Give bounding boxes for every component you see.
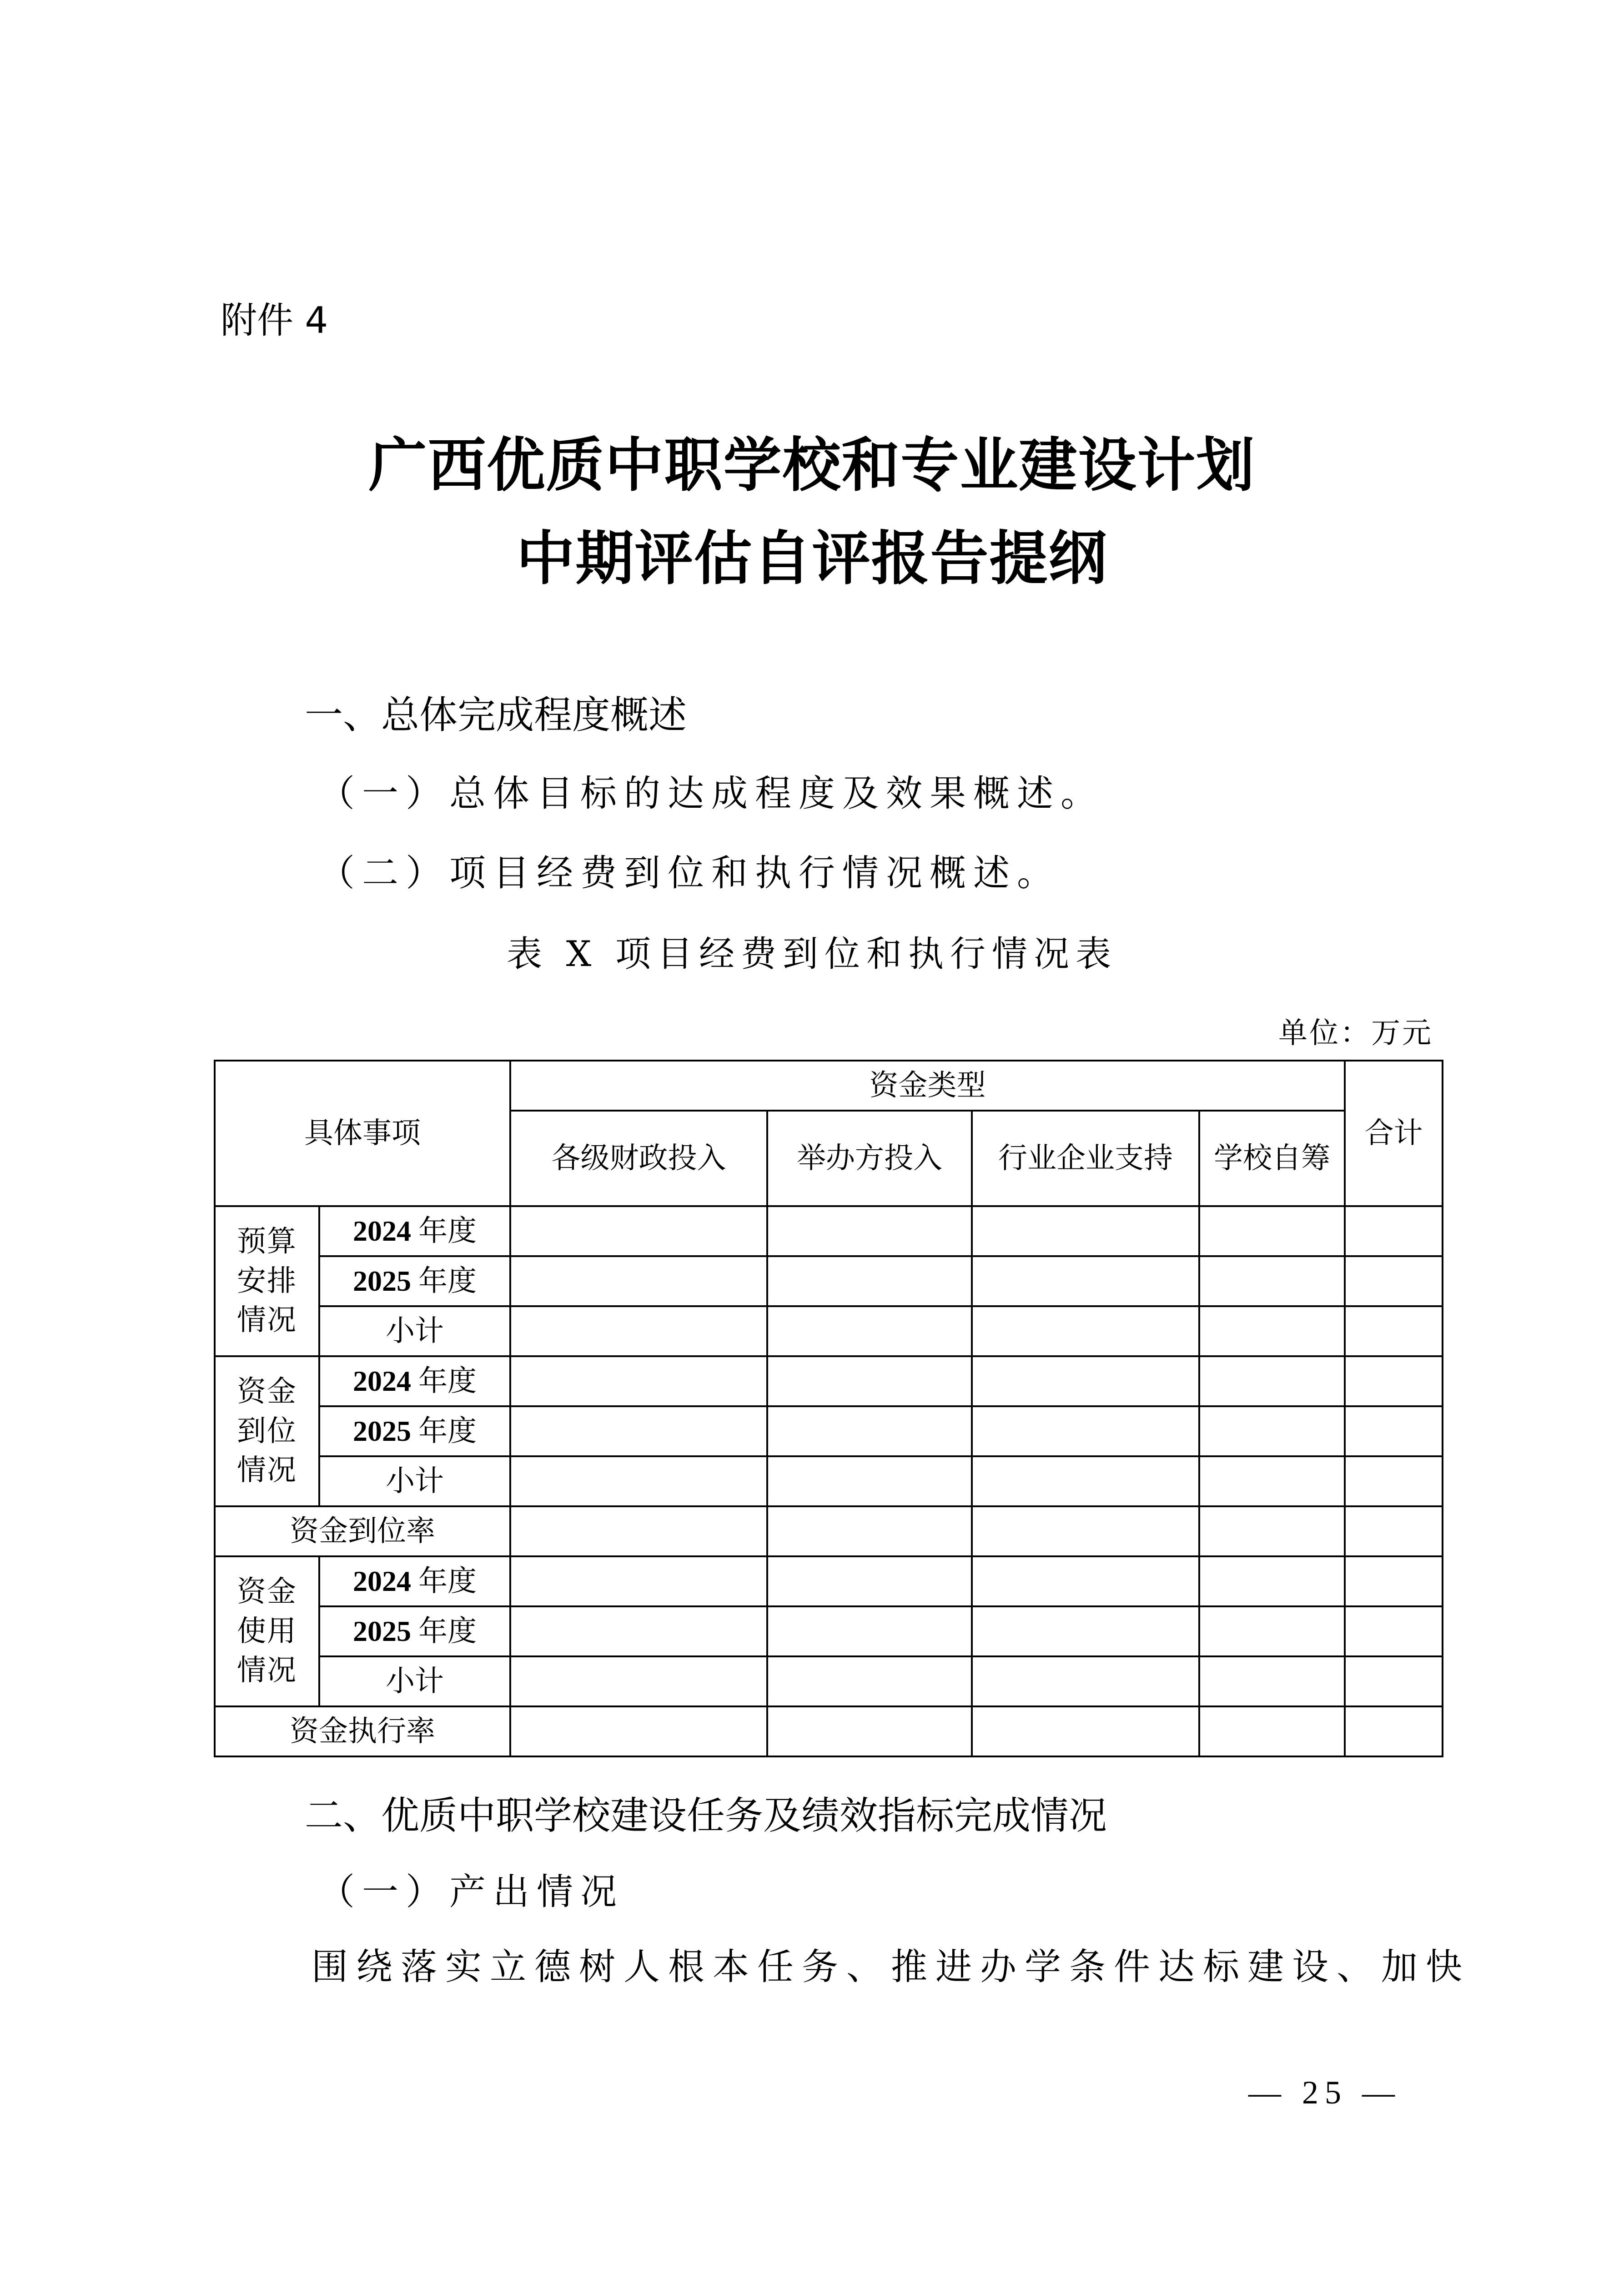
value-cell[interactable] [972, 1306, 1199, 1356]
section2-sub: （一）产出情况 [318, 1871, 624, 1913]
value-cell[interactable] [1199, 1556, 1345, 1606]
table-row [215, 1406, 1443, 1456]
execution-rate-label: 资金执行率 [215, 1706, 510, 1756]
group-label-line: 使用 [237, 1615, 297, 1647]
value-cell[interactable] [510, 1206, 767, 1256]
value-cell[interactable] [767, 1706, 972, 1756]
group-label-line: 情况 [237, 1454, 297, 1487]
row-label [319, 1606, 510, 1656]
value-cell[interactable] [510, 1256, 767, 1306]
header-item: 具体事项 [215, 1061, 510, 1206]
value-cell[interactable] [1199, 1706, 1345, 1756]
row-year: 2024 [353, 1565, 411, 1597]
row-label [319, 1656, 510, 1706]
table-unit: 单位：万元 [1278, 1016, 1433, 1050]
group-label-line: 情况 [237, 1654, 297, 1687]
table-header-row-1 [215, 1061, 1443, 1111]
value-cell[interactable] [767, 1406, 972, 1456]
table-row [215, 1256, 1443, 1306]
value-cell[interactable] [510, 1556, 767, 1606]
value-cell[interactable] [510, 1306, 767, 1356]
section1-heading: 一、总体完成程度概述 [305, 693, 687, 737]
page-number: — 25 — [1248, 2074, 1401, 2111]
value-cell[interactable] [972, 1356, 1199, 1406]
group-label-usage [215, 1556, 319, 1706]
row-suffix: 小计 [386, 1464, 444, 1497]
execution-rate-row [215, 1706, 1443, 1756]
group-label-budget [215, 1206, 319, 1356]
arrival-rate-row [215, 1506, 1443, 1556]
value-cell[interactable] [767, 1556, 972, 1606]
value-cell[interactable] [1345, 1606, 1443, 1656]
header-col-fiscal: 各级财政投入 [510, 1111, 767, 1206]
group-label-line: 资金 [237, 1575, 297, 1608]
row-suffix: 年度 [418, 1364, 477, 1397]
row-suffix: 年度 [418, 1615, 477, 1647]
table-row [215, 1606, 1443, 1656]
row-label [319, 1206, 510, 1256]
table-row [215, 1306, 1443, 1356]
arrival-rate-label: 资金到位率 [215, 1506, 510, 1556]
value-cell[interactable] [1345, 1206, 1443, 1256]
document-title-line2: 中期评估自评报告提纲 [516, 524, 1108, 593]
value-cell[interactable] [972, 1256, 1199, 1306]
value-cell[interactable] [767, 1506, 972, 1556]
value-cell[interactable] [767, 1356, 972, 1406]
header-total: 合计 [1345, 1061, 1443, 1206]
group-label-line: 资金 [237, 1375, 297, 1408]
value-cell[interactable] [1345, 1406, 1443, 1456]
value-cell[interactable] [972, 1506, 1199, 1556]
value-cell[interactable] [510, 1606, 767, 1656]
value-cell[interactable] [1199, 1406, 1345, 1456]
row-year: 2025 [353, 1615, 411, 1647]
row-suffix: 小计 [386, 1665, 444, 1697]
group-label-arrival [215, 1356, 319, 1506]
row-label [319, 1556, 510, 1606]
value-cell[interactable] [972, 1706, 1199, 1756]
table-row [215, 1356, 1443, 1406]
header-col-self: 学校自筹 [1199, 1111, 1345, 1206]
row-year: 2024 [353, 1214, 411, 1247]
row-label [319, 1406, 510, 1456]
section1-item-1: （一）总体目标的达成程度及效果概述。 [318, 772, 1104, 815]
value-cell[interactable] [510, 1506, 767, 1556]
value-cell[interactable] [1345, 1706, 1443, 1756]
value-cell[interactable] [972, 1656, 1199, 1706]
value-cell[interactable] [1345, 1506, 1443, 1556]
value-cell[interactable] [972, 1556, 1199, 1606]
value-cell[interactable] [1345, 1256, 1443, 1306]
value-cell[interactable] [510, 1706, 767, 1756]
table-row [215, 1206, 1443, 1256]
value-cell[interactable] [1199, 1306, 1345, 1356]
value-cell[interactable] [972, 1456, 1199, 1506]
value-cell[interactable] [1199, 1606, 1345, 1656]
group-label-line: 到位 [237, 1414, 297, 1447]
header-fund-type: 资金类型 [510, 1061, 1345, 1111]
row-label [319, 1356, 510, 1406]
value-cell[interactable] [1345, 1456, 1443, 1506]
value-cell[interactable] [972, 1606, 1199, 1656]
value-cell[interactable] [767, 1206, 972, 1256]
value-cell[interactable] [1199, 1456, 1345, 1506]
row-label [319, 1306, 510, 1356]
value-cell[interactable] [510, 1356, 767, 1406]
value-cell[interactable] [510, 1656, 767, 1706]
row-suffix: 小计 [386, 1314, 444, 1347]
value-cell[interactable] [1199, 1256, 1345, 1306]
group-label-line: 预算 [237, 1225, 297, 1258]
funding-table [214, 1060, 1443, 1757]
section1-item-2: （二）项目经费到位和执行情况概述。 [318, 852, 1061, 894]
value-cell[interactable] [1199, 1356, 1345, 1406]
table-row [215, 1556, 1443, 1606]
row-year: 2025 [353, 1264, 411, 1297]
table-row [215, 1456, 1443, 1506]
row-label [319, 1256, 510, 1306]
value-cell[interactable] [767, 1606, 972, 1656]
value-cell[interactable] [1199, 1506, 1345, 1556]
row-year: 2025 [353, 1414, 411, 1447]
row-suffix: 年度 [418, 1565, 477, 1597]
section2-heading: 二、优质中职学校建设任务及绩效指标完成情况 [305, 1793, 1107, 1838]
value-cell[interactable] [1345, 1656, 1443, 1706]
value-cell[interactable] [1345, 1306, 1443, 1356]
value-cell[interactable] [972, 1406, 1199, 1456]
row-suffix: 年度 [418, 1414, 477, 1447]
value-cell[interactable] [767, 1306, 972, 1356]
section2-body: 围绕落实立德树人根本任务、推进办学条件达标建设、加快 [312, 1946, 1470, 1988]
value-cell[interactable] [767, 1256, 972, 1306]
value-cell[interactable] [1199, 1206, 1345, 1256]
value-cell[interactable] [1199, 1656, 1345, 1706]
document-title-line1: 广西优质中职学校和专业建设计划 [368, 431, 1256, 499]
header-col-sponsor: 举办方投入 [767, 1111, 972, 1206]
value-cell[interactable] [767, 1656, 972, 1706]
row-year: 2024 [353, 1364, 411, 1397]
value-cell[interactable] [510, 1406, 767, 1456]
row-suffix: 年度 [418, 1214, 477, 1247]
group-label-line: 安排 [237, 1264, 297, 1297]
group-label-line: 情况 [237, 1304, 297, 1337]
row-suffix: 年度 [418, 1264, 477, 1297]
attachment-label: 附件 4 [221, 299, 328, 342]
header-col-industry: 行业企业支持 [972, 1111, 1199, 1206]
table-caption: 表 X 项目经费到位和执行情况表 [506, 934, 1118, 975]
value-cell[interactable] [1345, 1556, 1443, 1606]
value-cell[interactable] [972, 1206, 1199, 1256]
value-cell[interactable] [510, 1456, 767, 1506]
table-row [215, 1656, 1443, 1706]
row-label [319, 1456, 510, 1506]
value-cell[interactable] [767, 1456, 972, 1506]
value-cell[interactable] [1345, 1356, 1443, 1406]
